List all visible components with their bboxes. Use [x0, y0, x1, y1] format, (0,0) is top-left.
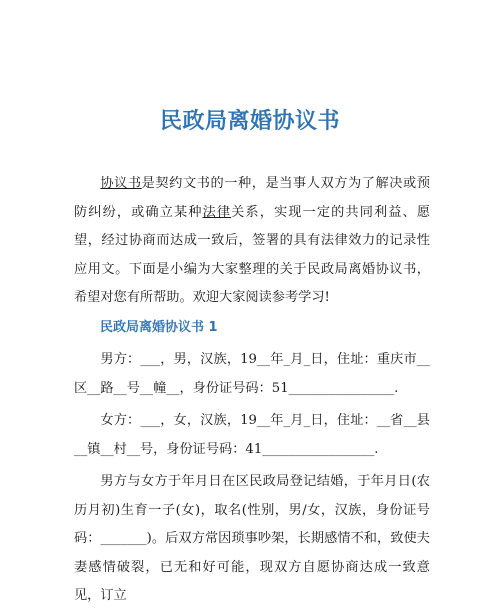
- link-law[interactable]: 法律: [202, 204, 232, 220]
- intro-paragraph: [74, 170, 430, 313]
- section-heading: 民政局离婚协议书 1: [100, 320, 218, 335]
- intro-text-part2: 关系，实现一定的共同利益、愿望，经过协商而达成一致后，签署的具有法律效力的记录性应用文。下面是小编为大家整理的关于民政局离婚协议书，希望对您有所帮助。欢迎大家阅读参考学习!: [74, 204, 431, 306]
- intro-paragraph-block: [74, 170, 430, 313]
- male-party-block: [74, 346, 430, 403]
- male-party-paragraph: 男方：___，男，汉族，19__年_月_日，住址：重庆市__区__路__号__幢__，身份证号码：51________________.: [74, 352, 430, 396]
- link-agreement[interactable]: 协议书: [100, 176, 142, 191]
- female-party-paragraph: 女方：___，女，汉族，19__年_月_日，住址：__省__县__镇__村__号，身份证号码：41_________________.: [74, 413, 430, 457]
- document-title: 民政局离婚协议书: [159, 109, 340, 134]
- marriage-info-paragraph: 男方与女方于年月日在区民政局登记结婚，于年月日(农历月初)生育一子(女)，取名(性别，男/女，汉族，身份证号码：_______)。后双方常因琐事吵架，长期感情不和，致使夫妻感情破裂，已无和好可能，现双方自愿协商达成一致意见，订立: [74, 474, 430, 604]
- female-party-block: [74, 407, 430, 464]
- intro-text-part1: 是契约文书的一种，是当事人双方为了解决或预防纠纷，或确立某种: [74, 176, 431, 220]
- marriage-info-block: [74, 468, 430, 611]
